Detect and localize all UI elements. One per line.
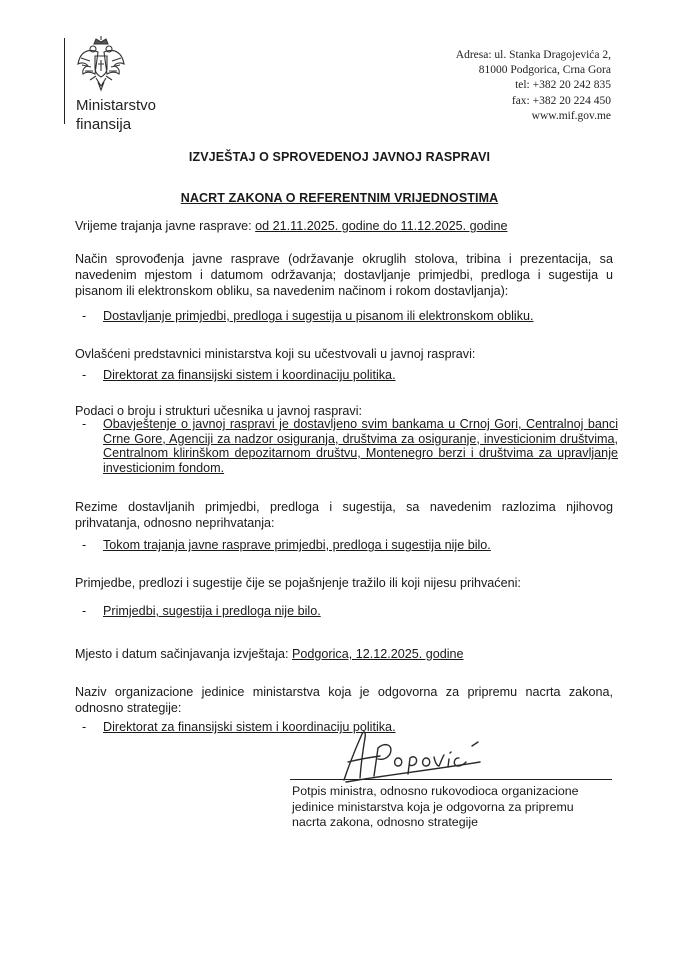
bullet-dash: - — [82, 309, 87, 323]
address-city: 81000 Podgorica, Crna Gora — [478, 64, 611, 77]
document-subtitle: NACRT ZAKONA O REFERENTNIM VRIJEDNOSTIMA — [180, 191, 499, 205]
summary-text: Rezime dostavljanih primjedbi, predloga i sugestija, sa navedenim razlozima njihovog prihvatanja, odnosno neprihvatanja: — [75, 500, 613, 530]
signature-caption-line-2: jedinice ministarstva koja je odgovorna za pripremu — [292, 799, 574, 814]
coat-of-arms-icon — [76, 36, 126, 94]
representatives-item-text: Direktorat za finansijski sistem i koordinaciju politika. — [103, 368, 396, 382]
unit-item-text: Direktorat za finansijski sistem i koordinaciju politika. — [103, 720, 396, 734]
ministry-line-2: finansija — [76, 116, 132, 133]
address-fax: fax: +382 20 224 450 — [511, 94, 611, 107]
bullet-dash: - — [82, 417, 87, 431]
address-web: www.mif.gov.me — [531, 109, 611, 122]
ministry-line-1: Ministarstvo — [76, 97, 157, 114]
bullet-dash: - — [82, 604, 87, 618]
signature-caption-line-1: Potpis ministra, odnosno rukovodioca organizacione — [292, 784, 579, 798]
bullet-dash: - — [82, 538, 87, 552]
place-date-label: Mjesto i datum sačinjavanja izvještaja: — [75, 647, 292, 661]
summary-item-text: Tokom trajanja javne rasprave primjedbi, predloga i sugestija nije bilo. — [103, 538, 491, 552]
duration-value: od 21.11.2025. godine do 11.12.2025. godine — [255, 219, 508, 233]
duration-line — [75, 218, 613, 234]
participants-item-text: Obavještenje o javnoj raspravi je dostavljeno svim bankama u Crnoj Gori, Centralnoj banci Crne Gore, Agenciji za nadzor osiguranja, društvima za osiguranje, investicionim društvima, Centralnom klirinškom depozitarnom društvu, Montenegro berzi i društvima za upravljanje investicionim fondom. — [103, 417, 618, 475]
place-date-value: Podgorica, 12.12.2025. godine — [292, 647, 464, 661]
header-divider — [64, 38, 65, 124]
address-street: Adresa: ul. Stanka Dragojevića 2, — [455, 49, 611, 61]
duration-label: Vrijeme trajanja javne rasprave: — [75, 219, 256, 233]
signature-caption — [292, 784, 612, 831]
method-item-text: Dostavljanje primjedbi, predloga i sugestija u pisanom ili elektronskom obliku. — [103, 309, 534, 323]
signature-line — [290, 779, 612, 780]
place-date-line — [75, 646, 613, 662]
bullet-dash: - — [82, 720, 87, 734]
participants-text: Podaci o broju i strukturi učesnika u javnoj raspravi: — [75, 404, 362, 418]
rejected-item-text: Primjedbi, sugestija i predloga nije bilo. — [103, 604, 321, 618]
method-text: Način sprovođenja javne rasprave (održavanje okruglih stolova, tribina i prezentacija, sa navedenim mjestom i datumom održavanja; dostavljanje primjedbi, predloga i sugestija u pisanom ili elektronskom obliku, sa navedenim načinom i rokom dostavljanja): — [75, 252, 613, 298]
address-tel: tel: +382 20 242 835 — [515, 79, 611, 92]
representatives-text: Ovlašćeni predstavnici ministarstva koji su učestvovali u javnoj raspravi: — [75, 347, 476, 361]
document-title: IZVJEŠTAJ O SPROVEDENOJ JAVNOJ RASPRAVI — [188, 150, 491, 164]
bullet-dash: - — [82, 368, 87, 382]
ministry-name — [76, 96, 156, 134]
unit-text: Naziv organizacione jedinice ministarstva koja je odgovorna za pripremu nacrta zakona, odnosno strategije: — [75, 685, 613, 715]
address-block — [456, 48, 611, 124]
rejected-text: Primjedbe, predlozi i sugestije čije se pojašnjenje tražilo ili koji nijesu prihvaćeni: — [75, 576, 521, 590]
handwritten-signature — [340, 724, 490, 784]
signature-caption-line-3: nacrta zakona, odnosno strategije — [292, 815, 478, 829]
